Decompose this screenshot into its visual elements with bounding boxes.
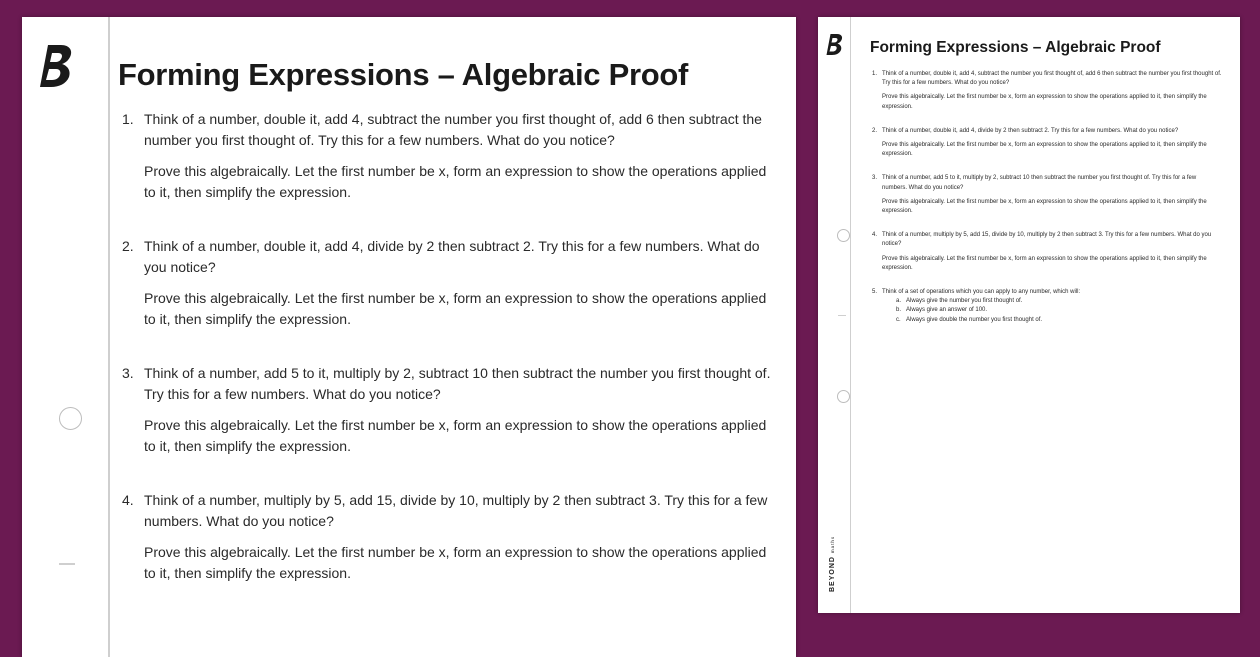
- sub-question: [896, 306, 1080, 315]
- question-list: [872, 70, 1222, 340]
- question-number: 2.: [122, 238, 134, 254]
- question-item: [122, 490, 772, 584]
- question-text: Think of a number, add 5 to it, multiply by 2, subtract 10 then subtract the number you first thought of. Try this for a few numbers. What do you notice?: [882, 175, 1197, 191]
- question-prove-text: Prove this algebraically. Let the first number be x, form an expression to show the operations applied to it, then simplify the expression.: [144, 290, 767, 327]
- punch-hole: [59, 407, 82, 430]
- question-item: [872, 70, 1222, 112]
- page-title: Forming Expressions – Algebraic Proof: [118, 57, 688, 92]
- sub-question-label: c.: [896, 316, 901, 323]
- sub-question: [896, 316, 1080, 325]
- question-prove-text: Prove this algebraically. Let the first number be x, form an expression to show the operations applied to it, then simplify the expression.: [882, 142, 1207, 158]
- beyond-logo-icon: [39, 43, 75, 89]
- beyond-logo-icon: [826, 33, 844, 56]
- sub-question-text: Always give an answer of 100.: [906, 307, 988, 314]
- question-prove-text: Prove this algebraically. Let the first number be x, form an expression to show the operations applied to it, then simplify the expression.: [882, 94, 1207, 110]
- question-number: 4.: [122, 492, 134, 508]
- margin-dash: [59, 563, 75, 565]
- brand-name: BEYOND: [829, 556, 836, 592]
- question-prove-text: Prove this algebraically. Let the first number be x, form an expression to show the operations applied to it, then simplify the expression.: [144, 163, 767, 200]
- sub-question-text: Always give the number you first thought of.: [906, 298, 1023, 305]
- question-prove-text: Prove this algebraically. Let the first number be x, form an expression to show the operations applied to it, then simplify the expression.: [882, 198, 1207, 215]
- question-item: [872, 288, 1222, 325]
- question-text: Think of a number, double it, add 4, subtract the number you first thought of, add 6 then subtract the number you first thought of. Try this for a few numbers. What do you notice?: [882, 71, 1222, 87]
- question-number: 3.: [122, 365, 134, 381]
- question-number: 1.: [122, 111, 134, 127]
- sub-question: [896, 297, 1080, 306]
- sub-question-label: b.: [896, 307, 902, 314]
- question-text: Think of a number, double it, add 4, divide by 2 then subtract 2. Try this for a few numbers. What do you notice?: [144, 238, 760, 275]
- question-item: [872, 231, 1222, 273]
- question-prove-text: Prove this algebraically. Let the first number be x, form an expression to show the operations applied to it, then simplify the expression.: [144, 417, 767, 454]
- question-number: 1.: [872, 71, 878, 77]
- question-list: [122, 109, 772, 617]
- question-item: [122, 236, 772, 330]
- worksheet-page-large: [22, 17, 796, 657]
- sub-question-label: a.: [896, 298, 902, 305]
- question-text: Think of a number, multiply by 5, add 15, divide by 10, multiply by 2 then subtract 3. Try this for a few numbers. What do you notice?: [882, 232, 1212, 248]
- punch-hole: [837, 229, 850, 242]
- page-title: Forming Expressions – Algebraic Proof: [870, 39, 1161, 56]
- question-item: [122, 109, 772, 203]
- question-text: Think of a number, multiply by 5, add 15, divide by 10, multiply by 2 then subtract 3. Try this for a few numbers. What do you notice?: [144, 492, 768, 529]
- brand-wordmark: [829, 536, 836, 592]
- margin-dash: [838, 315, 846, 316]
- question-text: Think of a number, add 5 to it, multiply by 2, subtract 10 then subtract the number you first thought of. Try this for a few numbers. What do you notice?: [144, 365, 771, 402]
- question-item: [872, 127, 1222, 160]
- question-prove-text: Prove this algebraically. Let the first number be x, form an expression to show the operations applied to it, then simplify the expression.: [144, 544, 767, 581]
- question-text: Think of a set of operations which you can apply to any number, which will:: [882, 289, 1081, 296]
- question-number: 2.: [872, 127, 878, 134]
- margin-line: [108, 17, 110, 657]
- question-prove-text: Prove this algebraically. Let the first number be x, form an expression to show the operations applied to it, then simplify the expression.: [882, 255, 1207, 271]
- question-item: [122, 363, 772, 457]
- punch-hole: [837, 390, 850, 403]
- question-number: 3.: [872, 175, 878, 182]
- worksheet-page-preview: [818, 17, 1240, 613]
- question-item: [872, 174, 1222, 216]
- question-text: Think of a number, double it, add 4, divide by 2 then subtract 2. Try this for a few numbers. What do you notice?: [882, 127, 1179, 134]
- brand-subtitle: maths: [830, 535, 835, 554]
- sub-question-text: Always give double the number you first thought of.: [906, 316, 1043, 323]
- question-number: 4.: [872, 232, 878, 239]
- question-number: 5.: [872, 289, 878, 296]
- question-text: Think of a number, double it, add 4, subtract the number you first thought of, add 6 then subtract the number you first thought of. Try this for a few numbers. What do you notice?: [144, 111, 762, 148]
- margin-line: [850, 17, 851, 613]
